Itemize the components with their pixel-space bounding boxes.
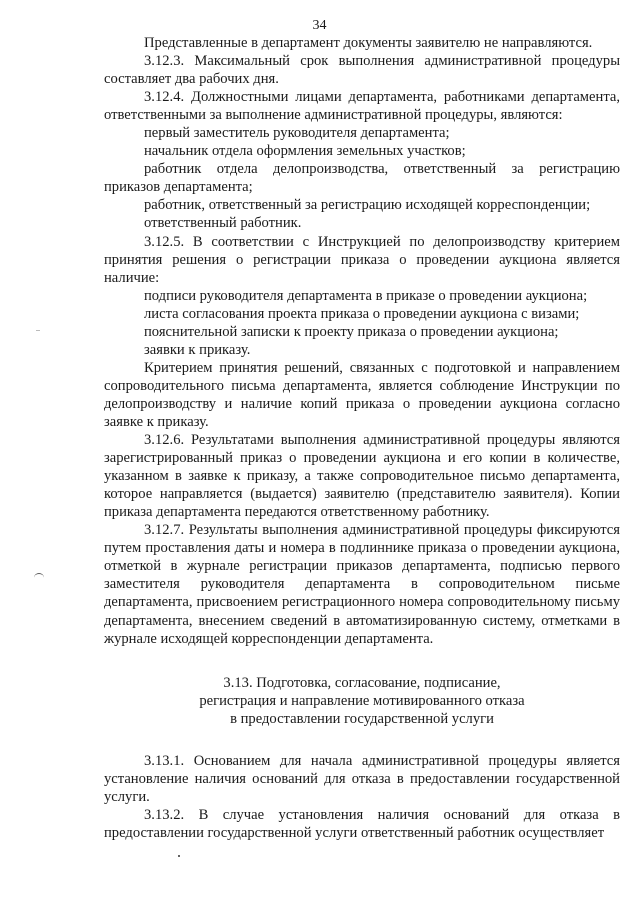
list-item: работник отдела делопроизводства, ответственный за регистрацию приказов департамента; — [104, 161, 620, 196]
paragraph: 3.13.1. Основанием для начала административной процедуры является установление наличия оснований для отказа в предоставлении государственной услуги. — [104, 752, 620, 805]
heading-line: в предоставлении государственной услуги — [230, 710, 494, 727]
paragraph: 3.12.6. Результатами выполнения административной процедуры являются зарегистрированный приказ о проведении аукциона и его копии в количестве, указанном в заявке к приказу, а также сопроводительное письмо департамента, которое направляется (выдается) заявителю (представителю заявителя). Копии приказа департамента передаются ответственному работнику. — [104, 432, 620, 521]
paragraph: Представленные в департамент документы заявителю не направляются. — [144, 35, 593, 51]
scan-mark — [178, 855, 180, 857]
list-item: подписи руководителя департамента в приказе о проведении аукциона; — [144, 287, 588, 304]
scan-mark — [36, 330, 40, 331]
paragraph: 3.12.5. В соответствии с Инструкцией по делопроизводству критерием принятия решения о регистрации приказа о проведении аукциона является наличие: — [104, 233, 620, 286]
paragraph: 3.12.4. Должностными лицами департамента, работниками департамента, ответственными за выполнение административной процедуры, являются: — [104, 89, 620, 124]
heading-line: 3.13. Подготовка, согласование, подписание, — [223, 674, 501, 691]
list-item: заявки к приказу. — [144, 341, 251, 358]
list-item: листа согласования проекта приказа о проведении аукциона с визами; — [144, 305, 580, 322]
heading-line: регистрация и направление мотивированного отказа — [199, 692, 525, 709]
paragraph: 3.12.3. Максимальный срок выполнения административной процедуры составляет два рабочих дня. — [104, 53, 620, 88]
page-number: 34 — [312, 18, 327, 33]
scan-mark — [34, 573, 44, 582]
list-item: начальник отдела оформления земельных участков; — [144, 143, 466, 160]
paragraph: Критерием принятия решений, связанных с подготовкой и направлением сопроводительного письма департамента, является соблюдение Инструкции по делопроизводству и наличие копий приказа о проведении аукциона согласно заявке к приказу. — [104, 359, 620, 430]
list-item: ответственный работник. — [144, 215, 302, 232]
document-body — [104, 34, 620, 842]
paragraph: 3.13.2. В случае установления наличия оснований для отказа в предоставлении государственной услуги ответственный работник осуществляет — [104, 806, 620, 841]
list-item: работник, ответственный за регистрацию исходящей корреспонденции; — [144, 197, 591, 214]
list-item: пояснительной записки к проекту приказа о проведении аукциона; — [144, 323, 559, 340]
section-3-12-text — [104, 34, 620, 648]
section-3-13-text — [104, 752, 620, 842]
section-heading — [104, 674, 620, 728]
list-item: первый заместитель руководителя департамента; — [144, 125, 450, 142]
paragraph: 3.12.7. Результаты выполнения административной процедуры фиксируются путем проставления даты и номера в подлиннике приказа о проведении аукциона, отметкой в журнале регистрации приказов департамента, подписью первого заместителя руководителя департамента в сопроводительном письме департамента, присвоением регистрационного номера сопроводительному письму департамента, внесением сведений в автоматизированную систему, отметками в журнале исходящей корреспонденции департамента. — [104, 522, 620, 647]
